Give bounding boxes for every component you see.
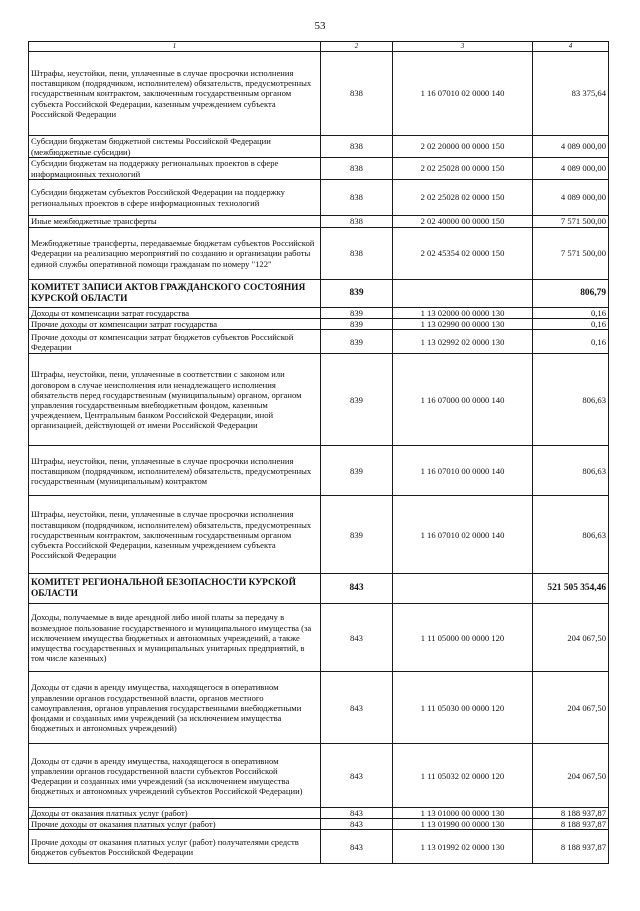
section-total: 521 505 354,46 xyxy=(533,574,609,604)
table-row xyxy=(29,744,609,808)
budget-classification-code: 1 16 07010 02 0000 140 xyxy=(393,496,533,574)
table-row xyxy=(29,672,609,744)
admin-code: 838 xyxy=(321,136,393,158)
row-description: Доходы от сдачи в аренду имущества, находящегося в оперативном управлении органов государственной власти субъектов Российской Федерации и созданных ими учреждений (за исключением имущества бюджетных и автономных учреждений субъектов Российской Федерации) xyxy=(29,744,321,808)
column-number-row xyxy=(29,42,609,52)
table-row xyxy=(29,136,609,158)
budget-classification-code: 1 13 02990 00 0000 130 xyxy=(393,319,533,330)
budget-classification-code: 2 02 40000 00 0000 150 xyxy=(393,216,533,228)
amount: 0,16 xyxy=(533,308,609,319)
amount: 0,16 xyxy=(533,330,609,354)
table-row xyxy=(29,446,609,496)
row-description: Прочие доходы от компенсации затрат государства xyxy=(29,319,321,330)
admin-code: 843 xyxy=(321,672,393,744)
budget-classification-code: 1 11 05030 00 0000 120 xyxy=(393,672,533,744)
revenue-table xyxy=(28,41,609,864)
budget-classification-code: 2 02 45354 02 0000 150 xyxy=(393,228,533,280)
row-description: Доходы, получаемые в виде арендной либо иной платы за передачу в возмездное пользование государственного и муниципального имущества (за исключением имущества бюджетных и автономных учреждений, а также имущества государственных и муниципальных унитарных предприятий, в том числе казенных) xyxy=(29,604,321,672)
table-row xyxy=(29,354,609,446)
admin-code: 843 xyxy=(321,808,393,819)
row-description: Доходы от сдачи в аренду имущества, находящегося в оперативном управлении органов государственной власти, органов местного самоуправления, органов управления государственными внебюджетными фондами и созданных ими учреждений (за исключением имущества бюджетных и автономных учреждений) xyxy=(29,672,321,744)
budget-classification-code: 2 02 25028 02 0000 150 xyxy=(393,180,533,216)
section-header-row xyxy=(29,574,609,604)
amount: 806,63 xyxy=(533,496,609,574)
admin-code: 838 xyxy=(321,228,393,280)
row-description: Субсидии бюджетам на поддержку региональных проектов в сфере информационных технологий xyxy=(29,158,321,180)
budget-classification-code: 2 02 25028 00 0000 150 xyxy=(393,158,533,180)
amount: 204 067,50 xyxy=(533,672,609,744)
section-title: КОМИТЕТ РЕГИОНАЛЬНОЙ БЕЗОПАСНОСТИ КУРСКОЙ ОБЛАСТИ xyxy=(29,574,321,604)
admin-code: 838 xyxy=(321,216,393,228)
amount: 8 188 937,87 xyxy=(533,819,609,830)
budget-classification-code xyxy=(393,574,533,604)
table-row xyxy=(29,496,609,574)
table-row xyxy=(29,180,609,216)
amount: 204 067,50 xyxy=(533,604,609,672)
amount: 4 089 000,00 xyxy=(533,158,609,180)
budget-classification-code: 1 13 02992 02 0000 130 xyxy=(393,330,533,354)
admin-code: 843 xyxy=(321,604,393,672)
budget-classification-code: 1 13 02000 00 0000 130 xyxy=(393,308,533,319)
admin-code: 839 xyxy=(321,308,393,319)
row-description: Доходы от компенсации затрат государства xyxy=(29,308,321,319)
table-row xyxy=(29,830,609,864)
row-description: Штрафы, неустойки, пени, уплаченные в случае просрочки исполнения поставщиком (подрядчиком, исполнителем) обязательств, предусмотренных государственным контрактом, заключенным государственным органом субъекта Российской Федерации, казенным учреждением субъекта Российской Федерации xyxy=(29,496,321,574)
budget-classification-code: 1 13 01990 00 0000 130 xyxy=(393,819,533,830)
table-row xyxy=(29,604,609,672)
budget-classification-code: 1 11 05000 00 0000 120 xyxy=(393,604,533,672)
table-row xyxy=(29,319,609,330)
column-number: 1 xyxy=(29,42,321,52)
admin-code: 838 xyxy=(321,180,393,216)
section-header-row xyxy=(29,280,609,308)
admin-code: 839 xyxy=(321,330,393,354)
budget-classification-code: 1 16 07010 00 0000 140 xyxy=(393,446,533,496)
table-row xyxy=(29,819,609,830)
admin-code: 839 xyxy=(321,280,393,308)
row-description: Субсидии бюджетам бюджетной системы Российской Федерации (межбюджетные субсидии) xyxy=(29,136,321,158)
amount: 7 571 500,00 xyxy=(533,228,609,280)
row-description: Межбюджетные трансферты, передаваемые бюджетам субъектов Российской Федерации на реализацию мероприятий по созданию и организации работы единой службы оперативной помощи гражданам по номеру "122" xyxy=(29,228,321,280)
row-description: Прочие доходы от оказания платных услуг (работ) xyxy=(29,819,321,830)
budget-classification-code: 1 13 01000 00 0000 130 xyxy=(393,808,533,819)
admin-code: 839 xyxy=(321,319,393,330)
budget-classification-code: 1 11 05032 02 0000 120 xyxy=(393,744,533,808)
amount: 8 188 937,87 xyxy=(533,830,609,864)
admin-code: 843 xyxy=(321,574,393,604)
section-total: 806,79 xyxy=(533,280,609,308)
admin-code: 843 xyxy=(321,830,393,864)
column-number: 2 xyxy=(321,42,393,52)
admin-code: 839 xyxy=(321,446,393,496)
amount: 204 067,50 xyxy=(533,744,609,808)
budget-classification-code: 2 02 20000 00 0000 150 xyxy=(393,136,533,158)
amount: 8 188 937,87 xyxy=(533,808,609,819)
table-row xyxy=(29,158,609,180)
budget-classification-code: 1 16 07010 02 0000 140 xyxy=(393,52,533,136)
budget-classification-code: 1 13 01992 02 0000 130 xyxy=(393,830,533,864)
budget-classification-code: 1 16 07000 00 0000 140 xyxy=(393,354,533,446)
amount: 83 375,64 xyxy=(533,52,609,136)
admin-code: 843 xyxy=(321,744,393,808)
table-row xyxy=(29,52,609,136)
admin-code: 839 xyxy=(321,354,393,446)
amount: 806,63 xyxy=(533,446,609,496)
row-description: Прочие доходы от компенсации затрат бюджетов субъектов Российской Федерации xyxy=(29,330,321,354)
amount: 0,16 xyxy=(533,319,609,330)
table-row xyxy=(29,808,609,819)
table-row xyxy=(29,330,609,354)
amount: 7 571 500,00 xyxy=(533,216,609,228)
budget-classification-code xyxy=(393,280,533,308)
table-row xyxy=(29,216,609,228)
column-number: 3 xyxy=(393,42,533,52)
table-row xyxy=(29,308,609,319)
table-row xyxy=(29,228,609,280)
row-description: Штрафы, неустойки, пени, уплаченные в случае просрочки исполнения поставщиком (подрядчиком, исполнителем) обязательств, предусмотренных государственным контрактом, заключенным государственным органом субъекта Российской Федерации, казенным учреждением субъекта Российской Федерации xyxy=(29,52,321,136)
row-description: Прочие доходы от оказания платных услуг (работ) получателями средств бюджетов субъектов Российской Федерации xyxy=(29,830,321,864)
row-description: Субсидии бюджетам субъектов Российской Федерации на поддержку региональных проектов в сфере информационных технологий xyxy=(29,180,321,216)
admin-code: 839 xyxy=(321,496,393,574)
row-description: Доходы от оказания платных услуг (работ) xyxy=(29,808,321,819)
page-number: 53 xyxy=(314,20,326,32)
section-title: КОМИТЕТ ЗАПИСИ АКТОВ ГРАЖДАНСКОГО СОСТОЯНИЯ КУРСКОЙ ОБЛАСТИ xyxy=(29,280,321,308)
amount: 806,63 xyxy=(533,354,609,446)
admin-code: 838 xyxy=(321,158,393,180)
amount: 4 089 000,00 xyxy=(533,136,609,158)
amount: 4 089 000,00 xyxy=(533,180,609,216)
column-number: 4 xyxy=(533,42,609,52)
admin-code: 838 xyxy=(321,52,393,136)
admin-code: 843 xyxy=(321,819,393,830)
row-description: Иные межбюджетные трансферты xyxy=(29,216,321,228)
row-description: Штрафы, неустойки, пени, уплаченные в случае просрочки исполнения поставщиком (подрядчиком, исполнителем) обязательств, предусмотренных государственным (муниципальным) контрактом xyxy=(29,446,321,496)
row-description: Штрафы, неустойки, пени, уплаченные в соответствии с законом или договором в случае неисполнения или ненадлежащего исполнения обязательств перед государственным (муниципальным) органом, органом управления государственным внебюджетным фондом, казенным учреждением, Центральным банком Российской Федерации, иной организацией, действующей от имени Российской Федерации xyxy=(29,354,321,446)
